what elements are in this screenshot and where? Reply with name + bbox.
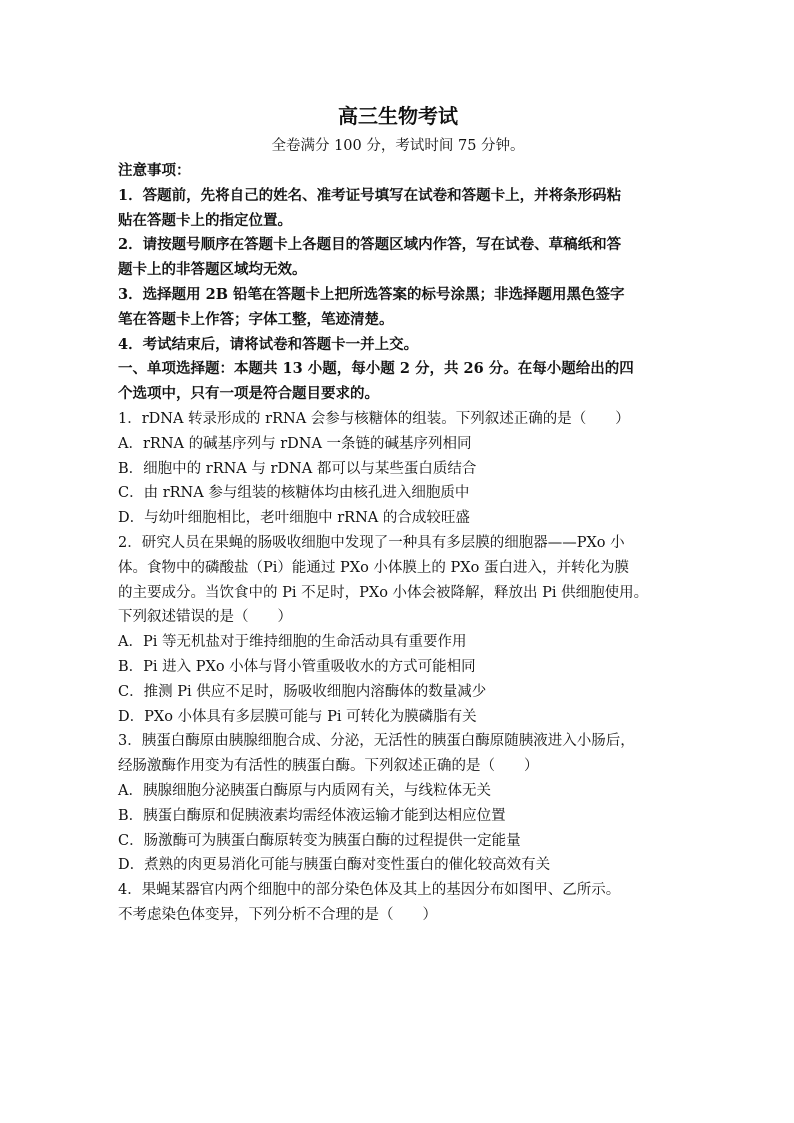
section-heading: 一、单项选择题：本题共 13 小题，每小题 2 分，共 26 分。在每小题给出的四 [118, 360, 634, 378]
notice-line: 4．考试结束后，请将试卷和答题卡一并上交。 [118, 335, 419, 353]
exam-title: 高三生物考试 [338, 104, 458, 128]
question-1-option-a: A．rRNA 的碱基序列与 rDNA 一条链的碱基序列相同 [118, 435, 472, 452]
question-3-option-b: B．胰蛋白酶原和促胰液素均需经体液运输才能到达相应位置 [118, 807, 506, 824]
notice-line: 贴在答题卡上的指定位置。 [118, 211, 292, 229]
section-heading: 个选项中，只有一项是符合题目要求的。 [118, 385, 379, 403]
question-2-option-a: A．Pi 等无机盐对于维持细胞的生命活动具有重要作用 [118, 634, 467, 651]
question-3-option-d: D．煮熟的肉更易消化可能与胰蛋白酶对变性蛋白的催化较高效有关 [118, 857, 551, 874]
question-2-stem: 的主要成分。当饮食中的 Pi 不足时，PXo 小体会被降解，释放出 Pi 供细胞使用。 [118, 584, 649, 601]
question-2-option-b: B．Pi 进入 PXo 小体与肾小管重吸收水的方式可能相同 [118, 658, 476, 675]
question-2-stem: 下列叙述错误的是（ ） [118, 609, 292, 626]
exam-page [118, 100, 678, 928]
notice-line: 3．选择题用 2B 铅笔在答题卡上把所选答案的标号涂黑；非选择题用黑色签字 [118, 285, 625, 303]
question-4-stem: 4．果蝇某器官内两个细胞中的部分染色体及其上的基因分布如图甲、乙所示。 [118, 882, 621, 899]
notice-line: 2．请按题号顺序在答题卡上各题目的答题区域内作答，写在试卷、草稿纸和答 [118, 236, 622, 254]
question-3-stem: 3．胰蛋白酶原由胰腺细胞合成、分泌，无活性的胰蛋白酶原随胰液进入小肠后， [118, 733, 635, 750]
question-2-stem: 2．研究人员在果蝇的肠吸收细胞中发现了一种具有多层膜的细胞器——PXo 小 [118, 534, 625, 551]
question-3-option-c: C．肠激酶可为胰蛋白酶原转变为胰蛋白酶的过程提供一定能量 [118, 832, 521, 849]
question-2-stem: 体。食物中的磷酸盐（Pi）能通过 PXo 小体膜上的 PXo 蛋白进入，并转化为膜 [118, 559, 629, 576]
question-2-option-c: C．推测 Pi 供应不足时，肠吸收细胞内溶酶体的数量减少 [118, 683, 487, 700]
question-3-stem: 经肠激酶作用变为有活性的胰蛋白酶。下列叙述正确的是（ ） [118, 758, 539, 775]
notice-line: 题卡上的非答题区域均无效。 [118, 261, 307, 279]
notice-line: 笔在答题卡上作答；字体工整，笔迹清楚。 [118, 310, 394, 328]
question-2-option-d: D．PXo 小体具有多层膜可能与 Pi 可转化为膜磷脂有关 [118, 708, 477, 725]
notice-line: 1．答题前，先将自己的姓名、准考证号填写在试卷和答题卡上，并将条形码粘 [118, 186, 622, 204]
question-1-option-d: D．与幼叶细胞相比，老叶细胞中 rRNA 的合成较旺盛 [118, 510, 470, 527]
exam-subtitle: 全卷满分 100 分，考试时间 75 分钟。 [271, 138, 525, 154]
question-1-stem: 1．rDNA 转录形成的 rRNA 会参与核糖体的组装。下列叙述正确的是（ ） [118, 410, 630, 427]
question-1-option-c: C．由 rRNA 参与组装的核糖体均由核孔进入细胞质中 [118, 485, 470, 502]
notice-heading: 注意事项： [118, 162, 191, 179]
question-1-option-b: B．细胞中的 rRNA 与 rDNA 都可以与某些蛋白质结合 [118, 460, 477, 477]
question-3-option-a: A．胰腺细胞分泌胰蛋白酶原与内质网有关，与线粒体无关 [118, 782, 491, 799]
question-4-stem: 不考虑染色体变异，下列分析不合理的是（ ） [118, 906, 437, 923]
